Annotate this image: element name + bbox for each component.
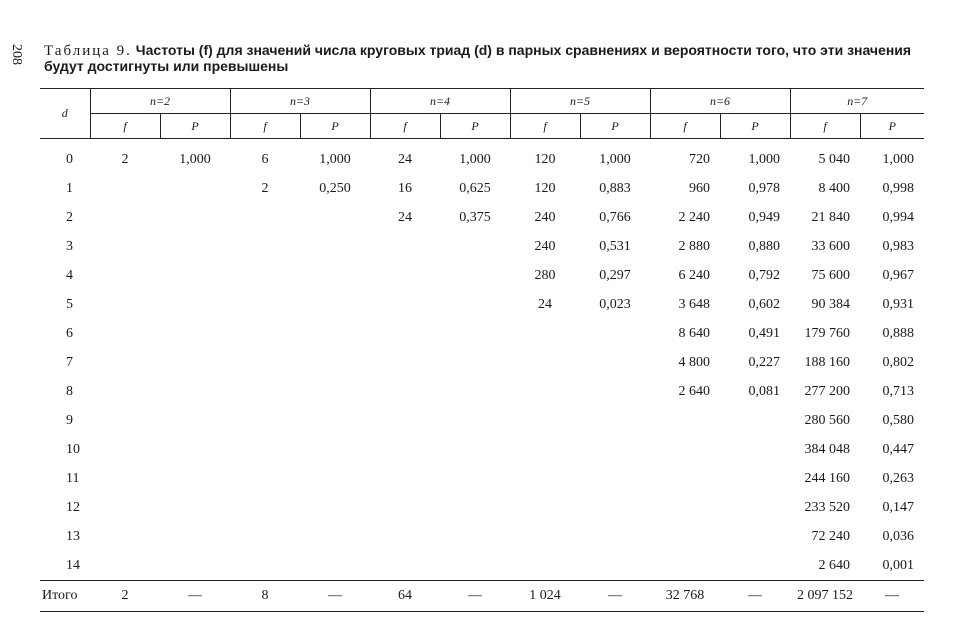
cell-p: 0,602 <box>748 296 780 312</box>
cell-f <box>650 522 720 551</box>
cell-p <box>160 290 230 319</box>
cell-p: 1,000 <box>882 151 914 167</box>
cell-p <box>580 435 650 464</box>
cell-f <box>370 435 440 464</box>
cell-p <box>440 319 510 348</box>
cell-p <box>300 464 370 493</box>
cell-f <box>510 435 580 464</box>
cell-p <box>720 435 790 464</box>
row-d-value: 10 <box>66 441 80 457</box>
cell-f: 3 648 <box>678 296 710 312</box>
cell-f <box>90 377 160 406</box>
cell-p <box>160 522 230 551</box>
cell-f <box>370 493 440 522</box>
cell-p: 0,713 <box>882 383 914 399</box>
cell-p <box>720 406 790 435</box>
cell-f <box>370 348 440 377</box>
cell-p <box>300 551 370 581</box>
total-f: 32 768 <box>650 581 720 612</box>
cell-p <box>300 290 370 319</box>
total-p: — <box>440 581 510 612</box>
cell-f: 277 200 <box>804 383 850 399</box>
table-row <box>40 493 924 522</box>
group-header: n=7 <box>790 89 924 114</box>
cell-p <box>440 232 510 261</box>
cell-p <box>160 493 230 522</box>
subheader-p: P <box>720 114 790 139</box>
cell-p: 0,998 <box>882 180 914 196</box>
total-p: — <box>160 581 230 612</box>
cell-p <box>160 174 230 203</box>
cell-p: 0,766 <box>599 209 631 225</box>
cell-f <box>230 290 300 319</box>
table-row <box>40 319 924 348</box>
row-d-value: 13 <box>66 528 80 544</box>
group-header: n=6 <box>650 89 790 114</box>
cell-f: 280 560 <box>804 412 850 428</box>
cell-p <box>300 261 370 290</box>
cell-f: 72 240 <box>811 528 850 544</box>
cell-f <box>90 551 160 581</box>
cell-f <box>650 406 720 435</box>
table-caption <box>44 43 924 74</box>
cell-f: 2 880 <box>678 238 710 254</box>
cell-f <box>370 319 440 348</box>
cell-f <box>650 464 720 493</box>
subheader-p: P <box>440 114 510 139</box>
cell-p: 0,081 <box>748 383 780 399</box>
cell-p: 0,880 <box>748 238 780 254</box>
cell-p: 0,023 <box>599 296 631 312</box>
cell-p: 0,792 <box>748 267 780 283</box>
cell-p <box>720 464 790 493</box>
subheader-f: f <box>510 114 580 139</box>
cell-f: 24 <box>398 209 412 225</box>
cell-f <box>370 551 440 581</box>
table-row <box>40 551 924 581</box>
cell-f <box>650 435 720 464</box>
cell-p <box>160 319 230 348</box>
total-p: — <box>860 581 924 612</box>
table-row <box>40 290 924 319</box>
cell-p <box>580 493 650 522</box>
cell-f <box>90 493 160 522</box>
cell-f <box>230 435 300 464</box>
total-p: — <box>580 581 650 612</box>
cell-f <box>230 232 300 261</box>
table-row <box>40 139 924 175</box>
cell-p: 0,147 <box>882 499 914 515</box>
subheader-f: f <box>230 114 300 139</box>
total-f: 2 <box>90 581 160 612</box>
cell-f <box>370 522 440 551</box>
row-d-value: 5 <box>66 296 73 312</box>
subheader-f: f <box>790 114 860 139</box>
cell-f: 120 <box>534 180 556 196</box>
cell-p <box>300 319 370 348</box>
page-number: 208 <box>9 44 24 65</box>
row-d-value: 6 <box>66 325 73 341</box>
cell-f: 2 <box>261 180 269 196</box>
cell-p: 0,491 <box>748 325 780 341</box>
cell-p: 0,983 <box>882 238 914 254</box>
cell-f: 120 <box>534 151 556 167</box>
cell-p <box>160 377 230 406</box>
table-row <box>40 377 924 406</box>
row-d-value: 8 <box>66 383 73 399</box>
cell-p <box>160 232 230 261</box>
cell-f <box>510 464 580 493</box>
cell-p <box>580 348 650 377</box>
row-d-value: 2 <box>66 209 73 225</box>
cell-f <box>90 261 160 290</box>
cell-f <box>510 348 580 377</box>
cell-f <box>90 203 160 232</box>
cell-p: 0,001 <box>882 557 914 573</box>
cell-p <box>720 522 790 551</box>
cell-p: 0,531 <box>599 238 631 254</box>
cell-p <box>300 493 370 522</box>
cell-p <box>580 377 650 406</box>
cell-f: 2 640 <box>818 557 850 573</box>
cell-f <box>230 493 300 522</box>
row-d-value: 11 <box>66 470 80 486</box>
cell-f: 188 160 <box>804 354 850 370</box>
row-d-value: 1 <box>66 180 73 196</box>
cell-f <box>650 551 720 581</box>
frequency-table <box>40 88 924 612</box>
cell-p <box>300 435 370 464</box>
cell-p <box>300 406 370 435</box>
cell-p <box>580 522 650 551</box>
cell-f <box>230 261 300 290</box>
cell-p: 0,036 <box>882 528 914 544</box>
cell-p: 0,375 <box>459 209 491 225</box>
table-row <box>40 348 924 377</box>
cell-p <box>160 406 230 435</box>
cell-f <box>230 406 300 435</box>
cell-p: 0,447 <box>882 441 914 457</box>
cell-p <box>440 261 510 290</box>
row-d-value: 14 <box>66 557 80 573</box>
cell-f <box>510 319 580 348</box>
cell-f: 2 <box>121 151 129 167</box>
cell-f <box>370 464 440 493</box>
cell-f <box>370 377 440 406</box>
cell-p <box>580 406 650 435</box>
row-d-value: 4 <box>66 267 73 283</box>
cell-f <box>90 464 160 493</box>
cell-f <box>90 290 160 319</box>
cell-f: 16 <box>398 180 412 196</box>
cell-p <box>440 290 510 319</box>
cell-p <box>580 319 650 348</box>
header-d: d <box>40 89 90 139</box>
cell-p <box>440 377 510 406</box>
cell-p <box>300 348 370 377</box>
row-d-value: 9 <box>66 412 73 428</box>
cell-f <box>510 493 580 522</box>
cell-p <box>300 522 370 551</box>
cell-p: 1,000 <box>748 151 780 167</box>
cell-p: 0,949 <box>748 209 780 225</box>
cell-f <box>90 319 160 348</box>
table-row <box>40 261 924 290</box>
cell-p <box>300 377 370 406</box>
cell-f <box>90 232 160 261</box>
cell-f <box>230 319 300 348</box>
cell-p: 0,888 <box>882 325 914 341</box>
cell-f: 960 <box>689 180 710 196</box>
cell-f: 75 600 <box>811 267 850 283</box>
cell-p <box>720 551 790 581</box>
group-header: n=3 <box>230 89 370 114</box>
total-p: — <box>720 581 790 612</box>
cell-p: 0,250 <box>319 180 351 196</box>
cell-f: 240 <box>534 209 556 225</box>
subheader-p: P <box>580 114 650 139</box>
cell-f: 5 040 <box>818 151 850 167</box>
cell-f <box>230 551 300 581</box>
total-f: 64 <box>370 581 440 612</box>
cell-f <box>230 464 300 493</box>
cell-p: 0,625 <box>459 180 491 196</box>
subheader-f: f <box>370 114 440 139</box>
cell-f <box>90 348 160 377</box>
cell-f <box>230 203 300 232</box>
cell-f <box>90 522 160 551</box>
cell-f <box>230 522 300 551</box>
cell-p <box>440 551 510 581</box>
cell-p <box>160 435 230 464</box>
cell-f <box>650 493 720 522</box>
cell-f: 280 <box>534 267 556 283</box>
cell-p: 1,000 <box>179 151 211 167</box>
cell-p: 0,263 <box>882 470 914 486</box>
table-row <box>40 522 924 551</box>
cell-f <box>370 261 440 290</box>
subheader-f: f <box>650 114 720 139</box>
cell-p <box>440 493 510 522</box>
table-row <box>40 232 924 261</box>
subheader-p: P <box>160 114 230 139</box>
cell-f: 384 048 <box>804 441 850 457</box>
cell-p: 0,967 <box>882 267 914 283</box>
cell-p <box>720 493 790 522</box>
cell-p: 1,000 <box>459 151 491 167</box>
table-row <box>40 406 924 435</box>
cell-p <box>300 203 370 232</box>
caption-text: Частоты (f) для значений числа круговых триад (d) в парных сравнениях и вероятности того, что эти значения будут достигнуты или превышены <box>44 42 912 74</box>
row-d-value: 0 <box>66 151 73 167</box>
cell-f: 8 400 <box>818 180 850 196</box>
cell-f: 233 520 <box>804 499 850 515</box>
cell-p <box>160 348 230 377</box>
cell-p <box>160 464 230 493</box>
cell-f <box>510 522 580 551</box>
cell-p <box>440 435 510 464</box>
cell-p: 0,994 <box>882 209 914 225</box>
cell-p <box>160 261 230 290</box>
cell-f: 240 <box>534 238 556 254</box>
cell-p: 0,978 <box>748 180 780 196</box>
total-row <box>40 581 924 612</box>
table-row <box>40 464 924 493</box>
total-f: 8 <box>230 581 300 612</box>
total-label: Итого <box>40 581 90 612</box>
total-f: 2 097 152 <box>790 581 860 612</box>
cell-f: 2 240 <box>678 209 710 225</box>
cell-p <box>440 464 510 493</box>
subheader-p: P <box>300 114 370 139</box>
cell-p <box>440 348 510 377</box>
cell-f: 244 160 <box>804 470 850 486</box>
cell-f <box>90 435 160 464</box>
cell-p: 0,931 <box>882 296 914 312</box>
cell-p: 0,580 <box>882 412 914 428</box>
cell-f: 24 <box>398 151 412 167</box>
cell-f: 21 840 <box>811 209 850 225</box>
cell-p <box>580 464 650 493</box>
row-d-value: 12 <box>66 499 80 515</box>
cell-p <box>300 232 370 261</box>
cell-p: 0,227 <box>748 354 780 370</box>
total-f: 1 024 <box>510 581 580 612</box>
row-d-value: 7 <box>66 354 73 370</box>
cell-p <box>160 203 230 232</box>
cell-f <box>510 406 580 435</box>
cell-f: 6 <box>261 151 269 167</box>
table-row <box>40 174 924 203</box>
cell-p: 1,000 <box>599 151 631 167</box>
cell-p: 0,883 <box>599 180 631 196</box>
cell-f: 33 600 <box>811 238 850 254</box>
cell-f <box>230 377 300 406</box>
cell-f: 24 <box>538 296 552 312</box>
cell-f: 4 800 <box>678 354 710 370</box>
cell-p <box>580 551 650 581</box>
cell-f: 8 640 <box>678 325 710 341</box>
cell-f <box>90 174 160 203</box>
cell-f: 90 384 <box>811 296 850 312</box>
caption-label: Таблица 9. <box>44 43 132 59</box>
cell-f <box>230 348 300 377</box>
subheader-p: P <box>860 114 924 139</box>
group-header: n=2 <box>90 89 230 114</box>
table-row <box>40 203 924 232</box>
cell-f <box>370 290 440 319</box>
cell-f: 6 240 <box>678 267 710 283</box>
cell-f <box>370 406 440 435</box>
table-row <box>40 435 924 464</box>
cell-f <box>510 377 580 406</box>
cell-f <box>370 232 440 261</box>
cell-p <box>160 551 230 581</box>
cell-p: 0,297 <box>599 267 631 283</box>
total-p: — <box>300 581 370 612</box>
cell-f: 720 <box>689 151 710 167</box>
cell-f: 2 640 <box>678 383 710 399</box>
cell-f <box>510 551 580 581</box>
group-header: n=4 <box>370 89 510 114</box>
cell-p <box>440 406 510 435</box>
cell-f <box>90 406 160 435</box>
row-d-value: 3 <box>66 238 73 254</box>
subheader-f: f <box>90 114 160 139</box>
cell-p: 0,802 <box>882 354 914 370</box>
cell-f: 179 760 <box>804 325 850 341</box>
group-header: n=5 <box>510 89 650 114</box>
cell-p: 1,000 <box>319 151 351 167</box>
cell-p <box>440 522 510 551</box>
